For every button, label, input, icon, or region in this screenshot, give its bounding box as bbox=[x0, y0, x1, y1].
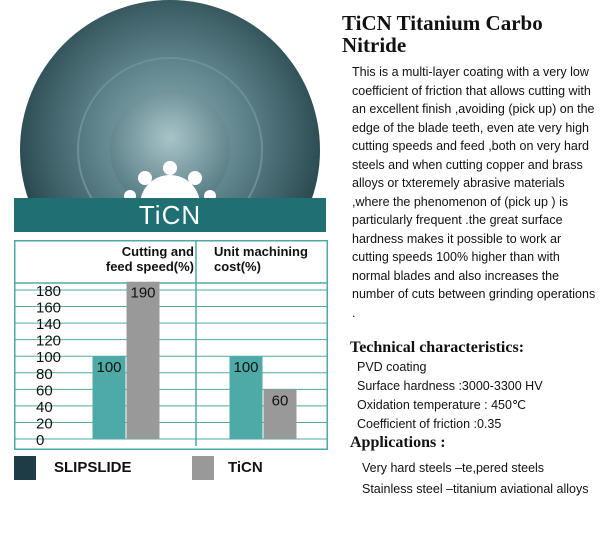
application-item: Very hard steels –te,pered steels bbox=[362, 461, 545, 475]
category-header-1 bbox=[210, 244, 332, 274]
legend-label-ticn: TiCN bbox=[228, 459, 263, 476]
y-tick-label: 20 bbox=[36, 415, 53, 433]
y-tick-label: 40 bbox=[36, 398, 53, 416]
y-tick-label: 160 bbox=[36, 299, 62, 317]
y-tick-label: 140 bbox=[36, 316, 62, 334]
description-paragraph: This is a multi-layer coating with a very low coefficient of friction that allows cutting with an excellent finish ,avoiding (pick up) on the edge of the blade teeth, even ate very high cutting speeds and feed ,both on very hard steels and when cutting copper and brass alloys or txteremely abrasive materials ,where the phenomenon of (pick up ) is particularly frequent .the great surface hardness makes it possible to work ar cutting speeds 100% higher than with normal blades and also increases the number of cuts between grinding operations . bbox=[352, 65, 596, 320]
y-tick-label: 100 bbox=[36, 349, 62, 367]
tech-item: Surface hardness :3000-3300 HV bbox=[357, 379, 543, 393]
y-tick-label: 80 bbox=[36, 365, 53, 383]
y-tick-label: 180 bbox=[36, 283, 62, 300]
legend-swatch-ticn bbox=[192, 456, 214, 480]
bar-value-label: 60 bbox=[271, 392, 289, 410]
legend-label-slipslide: SLIPSLIDE bbox=[54, 459, 132, 476]
tech-item: PVD coating bbox=[357, 360, 427, 374]
comparison-chart bbox=[14, 240, 328, 450]
applications-section-title: Applications : bbox=[350, 434, 446, 451]
bar-value-label: 190 bbox=[130, 284, 156, 302]
tech-item: Coefficient of friction :0.35 bbox=[357, 417, 502, 431]
category-header-0-line-1: Cutting and bbox=[121, 244, 194, 259]
category-header-1-line-1: Unit machining bbox=[214, 244, 308, 259]
y-tick-label: 60 bbox=[36, 382, 53, 400]
legend-swatch-slipslide bbox=[14, 456, 36, 480]
tech-section-title: Technical characteristics: bbox=[350, 339, 525, 356]
bar-ticn-0 bbox=[127, 282, 160, 439]
application-item: Stainless steel –titanium aviational alloys bbox=[362, 482, 589, 496]
bar-value-label: 100 bbox=[96, 359, 122, 377]
y-tick-label: 0 bbox=[36, 432, 45, 449]
category-header-0-line-2: feed speed(%) bbox=[105, 259, 194, 274]
bar-value-label: 100 bbox=[233, 359, 259, 377]
y-tick-label: 120 bbox=[36, 332, 62, 350]
product-label-band: TiCN bbox=[14, 198, 326, 232]
page-title: TiCN Titanium Carbo Nitride bbox=[342, 11, 543, 57]
tech-item: Oxidation temperature : 450℃ bbox=[357, 398, 526, 412]
category-header-1-line-2: cost(%) bbox=[214, 259, 261, 274]
category-header-0 bbox=[74, 244, 198, 274]
